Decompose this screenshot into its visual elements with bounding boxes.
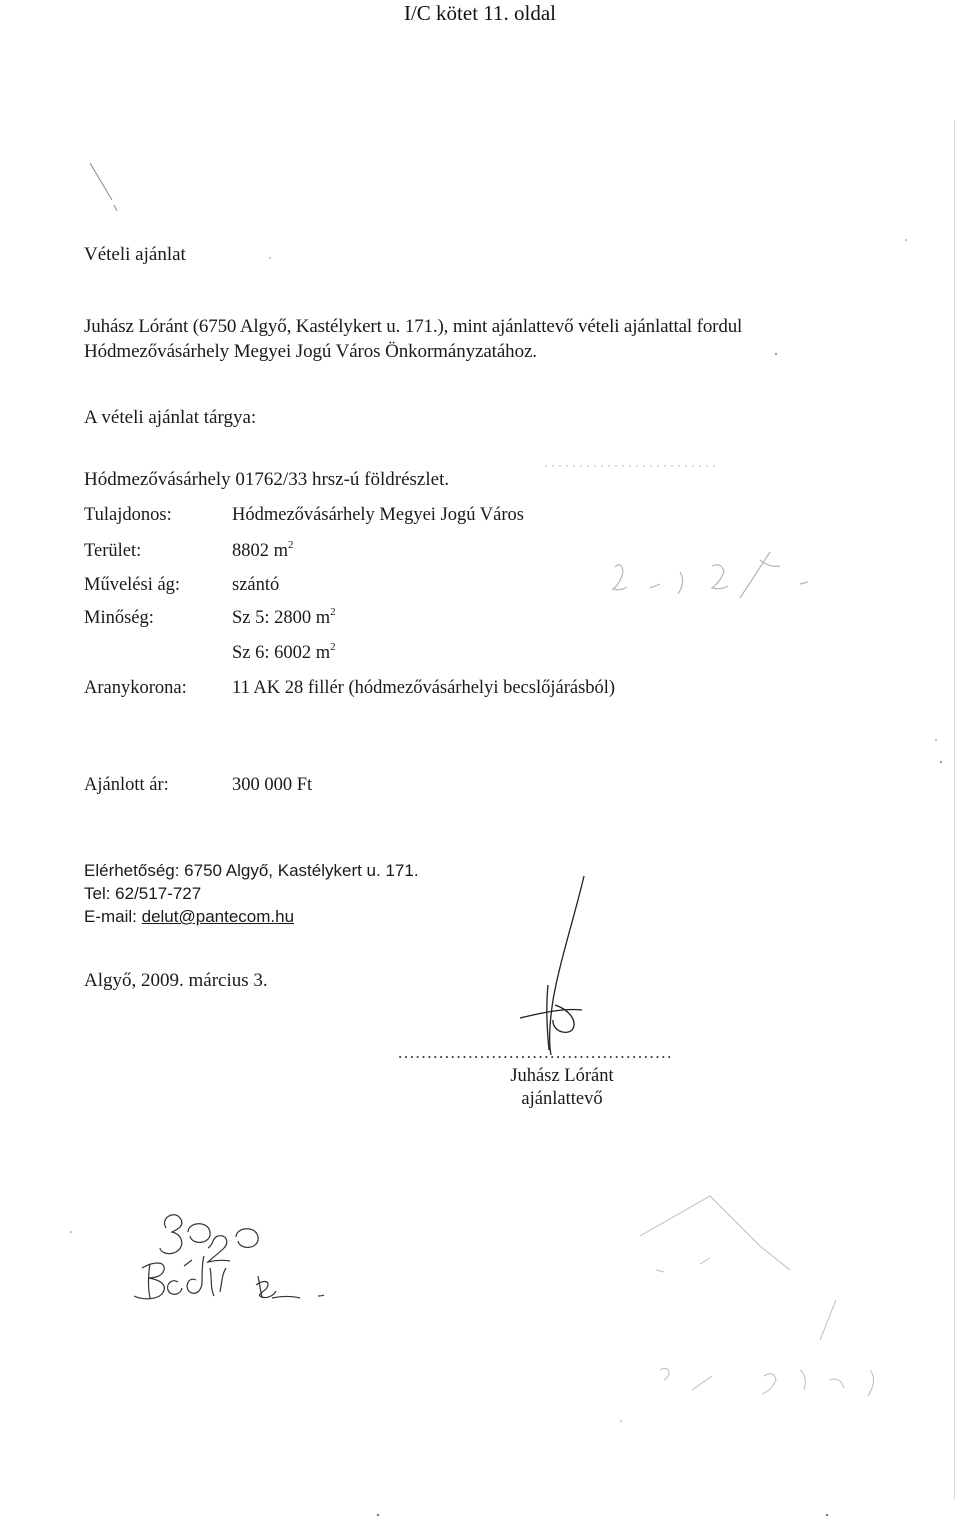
- email-prefix: E-mail:: [84, 907, 142, 926]
- quality-value-1: Sz 5: 2800 m: [232, 608, 331, 628]
- document-title: Vételi ajánlat: [84, 244, 186, 265]
- page-header: I/C kötet 11. oldal: [403, 1, 557, 25]
- scan-specks: [70, 239, 942, 1516]
- owner-label: Tulajdonos:: [84, 505, 172, 525]
- signature-stroke: [520, 876, 584, 1055]
- place-date: Algyő, 2009. március 3.: [84, 970, 268, 991]
- faint-pencil-marks-bottom: [620, 1196, 874, 1422]
- quality-label: Minőség:: [84, 608, 154, 628]
- subject-line: Hódmezővásárhely 01762/33 hrsz-ú földrészlet.: [84, 469, 450, 490]
- price-value: 300 000 Ft: [232, 775, 313, 795]
- email-link[interactable]: delut@pantecom.hu: [141, 907, 295, 926]
- goldcrown-label: Aranykorona:: [84, 678, 187, 698]
- quality-2-unit-exponent: 2: [330, 641, 336, 653]
- handwritten-note-3020: [160, 1215, 258, 1262]
- signatory-role: ajánlattevő: [521, 1089, 603, 1109]
- subject-heading: A vételi ajánlat tárgya:: [84, 407, 257, 428]
- owner-value: Hódmezővásárhely Megyei Jogú Város: [232, 505, 524, 525]
- area-label: Terület:: [84, 541, 142, 561]
- handwritten-note-bodi: [134, 1256, 324, 1299]
- scan-tick-mark: [90, 163, 112, 200]
- intro-line-1: Juhász Lóránt (6750 Algyő, Kastélykert u. 171.), mint ajánlattevő vételi ajánlattal fordul: [84, 316, 743, 337]
- quality-value-2: Sz 6: 6002 m: [232, 643, 331, 663]
- cultivation-label: Művelési ág:: [84, 575, 181, 595]
- signature-line: ...............................................: [398, 1043, 673, 1062]
- area-unit-exponent: 2: [288, 539, 294, 551]
- scan-tick-mark-2: [114, 205, 117, 211]
- intro-line-2: Hódmezővásárhely Megyei Jogú Város Önkormányzatához.: [84, 341, 537, 362]
- goldcrown-value: 11 AK 28 fillér (hódmezővásárhelyi becslőjárásból): [232, 678, 616, 698]
- cultivation-value: szántó: [232, 575, 280, 595]
- signatory-name: Juhász Lóránt: [510, 1066, 614, 1086]
- contact-address: Elérhetőség: 6750 Algyő, Kastélykert u. 171.: [84, 861, 419, 880]
- faint-pencil-note: [613, 552, 808, 598]
- price-label: Ajánlott ár:: [84, 775, 169, 795]
- area-value: 8802 m: [232, 541, 289, 561]
- contact-phone: Tel: 62/517-727: [84, 884, 202, 903]
- quality-1-unit-exponent: 2: [330, 606, 336, 618]
